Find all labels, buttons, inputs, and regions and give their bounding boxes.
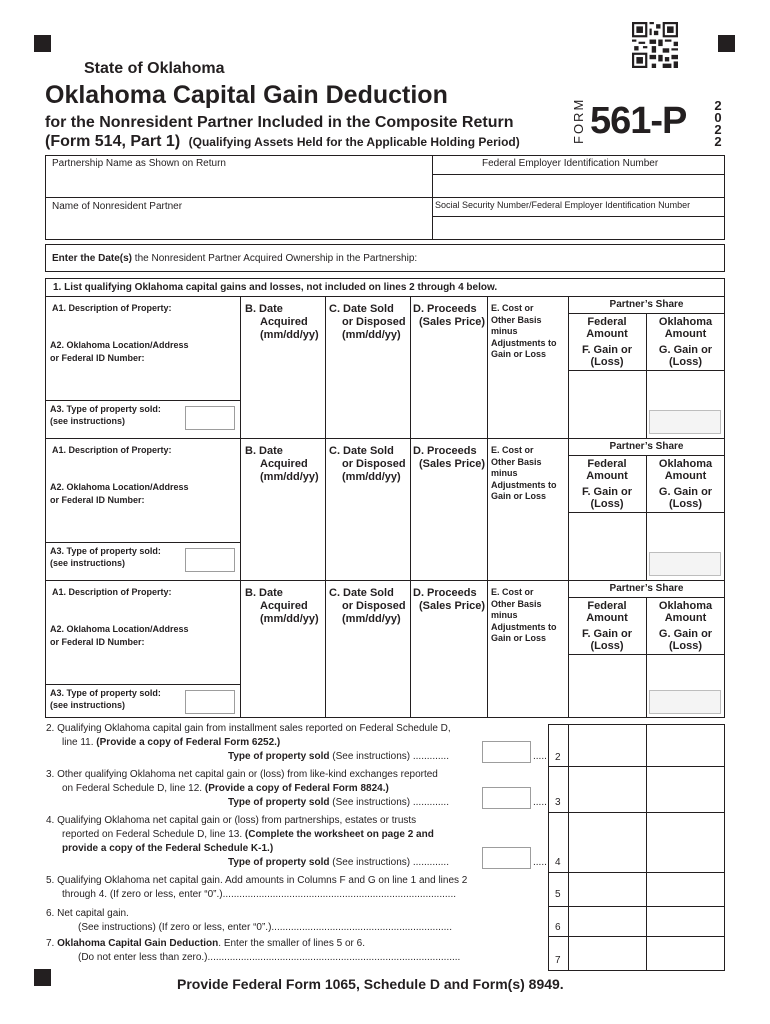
state-name: State of Oklahoma (84, 60, 225, 77)
fa-line: Amount (586, 470, 628, 482)
tax-year (712, 100, 724, 148)
line7-text-b: (Do not enter less than zero.)........................................................................................... (78, 952, 461, 963)
g-header (646, 628, 725, 652)
line3-dots: ..... (533, 797, 547, 808)
oa-line: Oklahoma (658, 600, 713, 612)
federal-amount-header (568, 458, 646, 482)
line2-b: line 11. (62, 737, 97, 748)
year-digit: 2 (714, 122, 722, 137)
c-line: C. Date Sold (329, 445, 394, 457)
line3-b: on Federal Schedule D, line 12. (62, 783, 205, 794)
line5-number: 5 (555, 889, 561, 900)
footer-note: Provide Federal Form 1065, Schedule D and Form(s) 8949. (177, 976, 564, 992)
d-line: (Sales Price) (419, 600, 486, 612)
b-line: Acquired (260, 600, 308, 612)
d-line: (Sales Price) (419, 316, 486, 328)
e-line: Adjustments to (491, 479, 557, 490)
b-line: B. Date (245, 303, 283, 315)
a3-line: A3. Type of property sold: (50, 404, 161, 414)
line4-text-c: provide a copy of the Federal Schedule K-1.) (62, 843, 274, 854)
a3-type-input[interactable] (185, 690, 235, 714)
d-header (413, 303, 485, 329)
line3-text-a: 3. Other qualifying Oklahoma net capital gain or (loss) from like-kind exchanges reported (46, 769, 438, 780)
c-line: or Disposed (342, 600, 406, 612)
oa-line: Oklahoma (658, 316, 713, 328)
line2-b-bold: (Provide a copy of Federal Form 6252.) (96, 737, 281, 748)
a2-line: A2. Oklahoma Location/Address (50, 624, 189, 634)
oklahoma-amount-header (646, 458, 725, 482)
e-line: E. Cost or (491, 445, 534, 455)
b-line: (mm/dd/yy) (260, 613, 319, 625)
partners-share-header: Partner’s Share (609, 583, 684, 594)
line4-type-rest: (See instructions) ............. (329, 857, 449, 868)
a2-label (50, 481, 189, 507)
f-line: (Loss) (590, 498, 624, 510)
a3-line: A3. Type of property sold: (50, 688, 161, 698)
line7-text-a (46, 938, 365, 949)
oa-line: Amount (664, 470, 707, 482)
f-header (568, 486, 646, 510)
line4-type-label (228, 857, 449, 868)
year-digit: 2 (714, 98, 722, 113)
line2-dots: ..... (533, 751, 547, 762)
line3-number: 3 (555, 797, 561, 808)
line2-type-bold: Type of property sold (228, 751, 330, 762)
a2-label (50, 339, 189, 365)
line4-text-a: 4. Qualifying Oklahoma net capital gain or (loss) from partnerships, estates or trusts (46, 815, 417, 826)
d-line: (Sales Price) (419, 458, 486, 470)
subtitle: for the Nonresident Partner Included in the Composite Return (45, 114, 514, 131)
oa-line: Oklahoma (658, 458, 713, 470)
a2-line: or Federal ID Number: (50, 637, 145, 647)
partners-share-header: Partner’s Share (609, 441, 684, 452)
c-line: (mm/dd/yy) (342, 613, 401, 625)
partner-name-field[interactable]: Name of Nonresident Partner (52, 201, 183, 212)
e-line: Other Basis (491, 456, 542, 467)
e-line: Gain or Loss (491, 491, 547, 501)
line3-type-label (228, 797, 449, 808)
line3-text-b (62, 783, 389, 794)
g-line: G. Gain or (658, 628, 713, 640)
registration-mark (718, 35, 735, 52)
form-number: 561-P (590, 100, 687, 142)
f-line: F. Gain or (581, 486, 633, 498)
line6-number: 6 (555, 922, 561, 933)
fa-line: Amount (586, 328, 628, 340)
c-line: or Disposed (342, 316, 406, 328)
d-line: D. Proceeds (413, 445, 477, 457)
date-acquired-label (52, 253, 417, 264)
line4-type-input[interactable] (482, 847, 531, 869)
b-header (245, 445, 319, 484)
f-header (568, 344, 646, 368)
b-line: B. Date (245, 445, 283, 457)
f-line: F. Gain or (581, 344, 633, 356)
line2-text-a: 2. Qualifying Oklahoma capital gain from installment sales reported on Federal Schedule D, (46, 723, 451, 734)
line4-dots: ..... (533, 857, 547, 868)
c-line: (mm/dd/yy) (342, 471, 401, 483)
line5-text-b: through 4. (If zero or less, enter “0”.).................................................................................... (62, 889, 456, 900)
oklahoma-gain-input[interactable] (649, 552, 721, 576)
qr-code-icon (632, 22, 678, 68)
line4-b-bold: (Complete the worksheet on page 2 and (244, 829, 434, 840)
registration-mark (34, 35, 51, 52)
line4-b: reported on Federal Schedule D, line 13. (62, 829, 245, 840)
federal-amount-header (568, 316, 646, 340)
line6-text-b: (See instructions) (If zero or less, enter “0”.)................................................................. (78, 922, 452, 933)
d-line: D. Proceeds (413, 587, 477, 599)
fa-line: Federal (587, 316, 627, 328)
line2-text-b (62, 737, 280, 748)
fa-line: Federal (587, 458, 627, 470)
line4-number: 4 (555, 857, 561, 868)
f-line: (Loss) (590, 356, 624, 368)
f-line: F. Gain or (581, 628, 633, 640)
line7-number: 7 (555, 955, 561, 966)
b-line: (mm/dd/yy) (260, 329, 319, 341)
a1-label: A1. Description of Property: (52, 587, 172, 597)
a3-line: A3. Type of property sold: (50, 546, 161, 556)
line3-type-input[interactable] (482, 787, 531, 809)
f-line: (Loss) (590, 640, 624, 652)
b-header (245, 303, 319, 342)
e-line: Gain or Loss (491, 349, 547, 359)
line2-type-input[interactable] (482, 741, 531, 763)
c-header (329, 303, 406, 342)
g-line: (Loss) (669, 498, 702, 510)
line4-text-b (62, 829, 434, 840)
a3-type-input[interactable] (185, 548, 235, 572)
c-header (329, 445, 406, 484)
b-line: B. Date (245, 587, 283, 599)
line7-rest: . Enter the smaller of lines 5 or 6. (218, 938, 365, 949)
e-line: Gain or Loss (491, 633, 547, 643)
date-acquired-rest: the Nonresident Partner Acquired Ownership in the Partnership: (132, 253, 418, 264)
fa-line: Federal (587, 600, 627, 612)
oklahoma-amount-header (646, 316, 725, 340)
a1-label: A1. Description of Property: (52, 303, 172, 313)
date-acquired-bold: Enter the Date(s) (52, 253, 133, 264)
g-line: G. Gain or (658, 344, 713, 356)
e-line: minus (491, 326, 518, 336)
e-line: minus (491, 468, 518, 478)
d-header (413, 445, 485, 471)
partners-share-header: Partner’s Share (609, 299, 684, 310)
e-line: Adjustments to (491, 621, 557, 632)
b-header (245, 587, 319, 626)
oklahoma-gain-input[interactable] (649, 410, 721, 434)
a2-line: or Federal ID Number: (50, 495, 145, 505)
a3-line: (see instructions) (50, 700, 126, 710)
g-line: G. Gain or (658, 486, 713, 498)
a3-label (50, 545, 161, 569)
c-line: or Disposed (342, 458, 406, 470)
g-line: (Loss) (669, 356, 702, 368)
line4-type-bold: Type of property sold (228, 857, 330, 868)
a2-label (50, 623, 189, 649)
form-reference: (Form 514, Part 1) (45, 133, 181, 150)
b-line: Acquired (260, 458, 308, 470)
e-line: minus (491, 610, 518, 620)
fein-field[interactable]: Federal Employer Identification Number (482, 158, 659, 169)
e-line: Adjustments to (491, 337, 557, 348)
line7-pre: 7. (46, 938, 58, 949)
c-header (329, 587, 406, 626)
e-line: Other Basis (491, 314, 542, 325)
page-title: Oklahoma Capital Gain Deduction (45, 81, 448, 109)
a3-label (50, 687, 161, 711)
a3-label (50, 403, 161, 427)
e-header (491, 303, 557, 361)
c-line: C. Date Sold (329, 303, 394, 315)
line2-number: 2 (555, 752, 561, 763)
e-header (491, 587, 557, 645)
f-header (568, 628, 646, 652)
g-line: (Loss) (669, 640, 702, 652)
oklahoma-amount-header (646, 600, 725, 624)
line5-text-a: 5. Qualifying Oklahoma net capital gain. Add amounts in Columns F and G on line 1 and lines 2 (46, 875, 468, 886)
a1-label: A1. Description of Property: (52, 445, 172, 455)
a3-line: (see instructions) (50, 416, 126, 426)
a2-line: A2. Oklahoma Location/Address (50, 340, 189, 350)
registration-mark (34, 969, 51, 986)
line7-bold: Oklahoma Capital Gain Deduction (57, 938, 219, 949)
oklahoma-gain-input[interactable] (649, 690, 721, 714)
g-header (646, 344, 725, 368)
year-digit: 2 (714, 134, 722, 149)
line2-type-label (228, 751, 449, 762)
c-line: (mm/dd/yy) (342, 329, 401, 341)
holding-qualifier: (Qualifying Assets Held for the Applicable Holding Period) (188, 135, 520, 149)
year-digit: 0 (714, 110, 722, 125)
line3-type-bold: Type of property sold (228, 797, 330, 808)
a2-line: or Federal ID Number: (50, 353, 145, 363)
federal-amount-header (568, 600, 646, 624)
c-line: C. Date Sold (329, 587, 394, 599)
b-line: Acquired (260, 316, 308, 328)
a3-type-input[interactable] (185, 406, 235, 430)
d-line: D. Proceeds (413, 303, 477, 315)
a2-line: A2. Oklahoma Location/Address (50, 482, 189, 492)
b-line: (mm/dd/yy) (260, 471, 319, 483)
line2-type-rest: (See instructions) ............. (329, 751, 449, 762)
oa-line: Amount (664, 612, 707, 624)
a3-line: (see instructions) (50, 558, 126, 568)
form-reference-line (45, 133, 520, 151)
line3-b-bold: (Provide a copy of Federal Form 8824.) (204, 783, 389, 794)
ssn-fein-field[interactable]: Social Security Number/Federal Employer Identification Number (435, 200, 691, 210)
d-header (413, 587, 485, 613)
e-header (491, 445, 557, 503)
partnership-name-field[interactable]: Partnership Name as Shown on Return (52, 158, 226, 169)
oa-line: Amount (664, 328, 707, 340)
g-header (646, 486, 725, 510)
line6-text-a: 6. Net capital gain. (46, 908, 129, 919)
line1-heading: 1. List qualifying Oklahoma capital gains and losses, not included on lines 2 through 4 below. (53, 282, 498, 293)
e-line: E. Cost or (491, 303, 534, 313)
e-line: Other Basis (491, 598, 542, 609)
line3-type-rest: (See instructions) ............. (329, 797, 449, 808)
e-line: E. Cost or (491, 587, 534, 597)
form-label: FORM (571, 97, 586, 144)
fa-line: Amount (586, 612, 628, 624)
